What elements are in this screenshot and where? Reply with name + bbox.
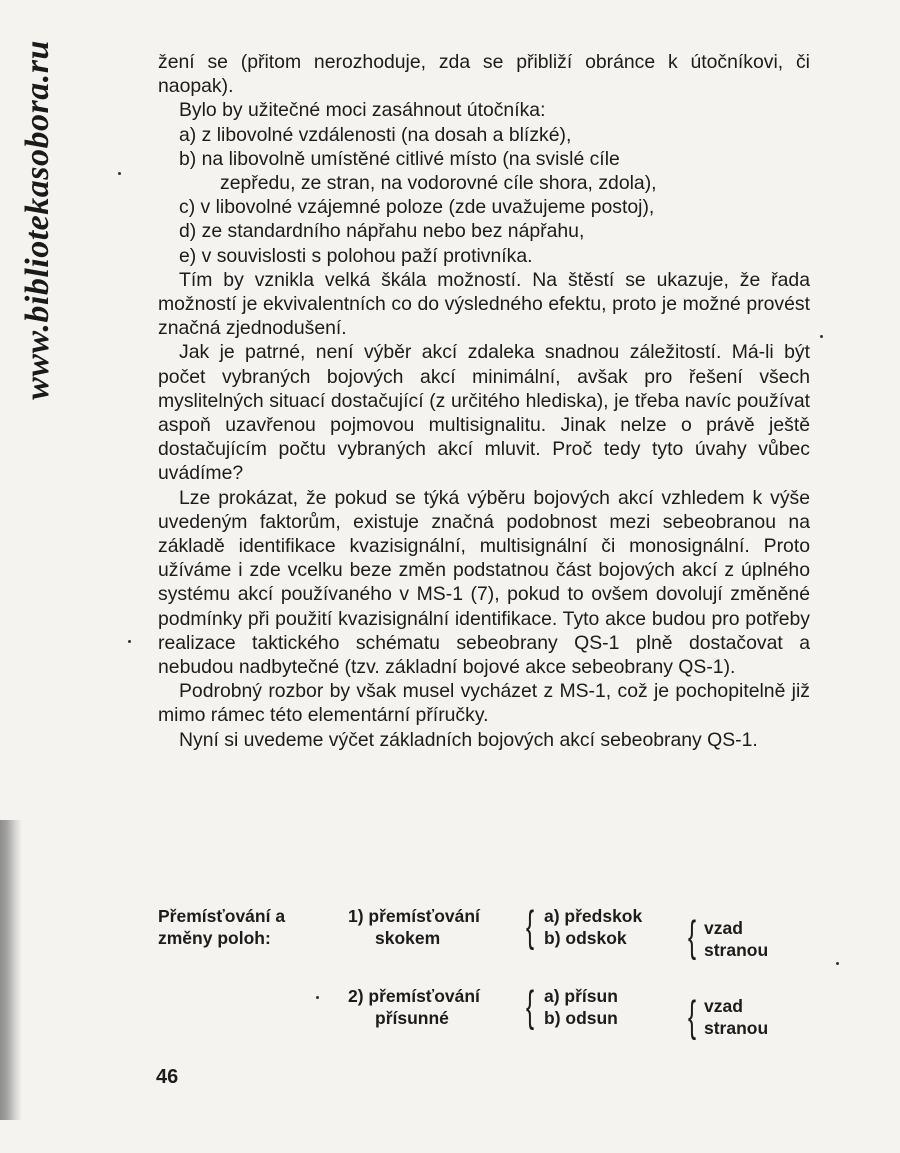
paragraph: Nyní si uvedeme výčet základních bojových akcí sebeobrany QS-1. (179, 728, 758, 751)
paragraph: Tím by vznikla velká škála možností. Na štěstí se ukazuje, že řada možností je ekvivalentních co do výsledného efektu, proto je možné provést značná zjednodušení. (158, 268, 810, 340)
scan-speck (820, 335, 823, 338)
paragraph: Podrobný rozbor by však musel vycházet z MS-1, což je pochopitelně již mimo rámec této elementární příručky. (158, 680, 810, 727)
row2-label: 2) přemísťování (348, 986, 480, 1006)
table-heading-line-2: změny poloh: (158, 928, 271, 948)
paragraph: zepředu, ze stran, na vodorovné cíle shora, zdola), (220, 172, 657, 195)
row1-brace-left: { (526, 902, 535, 951)
row1-dir-2: stranou (704, 940, 769, 960)
table-heading-line-1: Přemísťování a (158, 906, 286, 926)
row2-sublabel: přísunné (375, 1008, 449, 1028)
row1-brace-right: { (688, 912, 697, 961)
watermark (14, 20, 62, 420)
paragraph: a) z libovolné vzdálenosti (na dosah a blízké), (179, 123, 572, 146)
scan-speck (316, 996, 319, 999)
binding-shadow (0, 820, 22, 1120)
row1-option-b: b) odskok (544, 928, 627, 948)
row1-sublabel: skokem (375, 928, 441, 948)
paragraph: Bylo by užitečné moci zasáhnout útočníka: (179, 99, 546, 122)
row2-brace-right: { (688, 992, 697, 1041)
page-number: 46 (156, 1066, 179, 1088)
row1-option-a: a) předskok (544, 906, 643, 926)
row2-dir-1: vzad (704, 996, 743, 1016)
watermark-text: www.bibliotekasobora.ru (19, 40, 57, 400)
scan-speck (118, 172, 121, 175)
scan-speck (836, 962, 839, 965)
row1-label: 1) přemísťování (348, 906, 480, 926)
paragraph: Lze prokázat, že pokud se týká výběru bojových akcí vzhledem k výše uvedeným faktorům, existuje značná podobnost mezi sebeobranou na základě identifikace kvazisignální, multisignální či monosignální. Proto užíváme i zde vcelku beze změn podstatnou část bojových akcí z úplného systému akcí používaného v MS-1 (7), pokud to ovšem dovolují změněné podmínky při použití kvazisignální identifikace. Tyto akce budou pro potřeby realizace taktického schématu sebeobrany QS-1 plně dostačovat a nebudou nadbytečné (tzv. základní bojové akce sebeobrany QS-1). (158, 486, 810, 679)
paragraph: Jak je patrné, není výběr akcí zdaleka snadnou záležitostí. Má-li být počet vybraných bojových akcí minimální, avšak pro řešení všech myslitelných situací dostačující (z určitého hlediska), je třeba navíc používat aspoň uzavřenou pojmovou multisignalitu. Jinak nelze o právě ještě dostačujícím počtu vybraných akcí mluvit. Proč tedy tyto úvahy vůbec uvádíme? (158, 341, 810, 485)
scan-speck (128, 640, 131, 643)
paragraph: žení se (přitom nerozhoduje, zda se přibliží obránce k útočníkovi, či naopak). (158, 51, 810, 98)
row2-option-a: a) přísun (544, 986, 618, 1006)
row1-dir-1: vzad (704, 918, 743, 938)
paragraph: c) v libovolné vzájemné poloze (zde uvažujeme postoj), (179, 196, 655, 219)
paragraph: d) ze standardního nápřahu nebo bez nápřahu, (179, 220, 585, 243)
row2-brace-left: { (526, 982, 535, 1031)
row2-option-b: b) odsun (544, 1008, 618, 1028)
body-text (158, 50, 810, 752)
actions-table (158, 903, 818, 1043)
row2-dir-2: stranou (704, 1018, 769, 1038)
paragraph: b) na libovolně umístěné citlivé místo (na svislé cíle (179, 147, 620, 170)
paragraph: e) v souvislosti s polohou paží protivníka. (179, 244, 533, 267)
